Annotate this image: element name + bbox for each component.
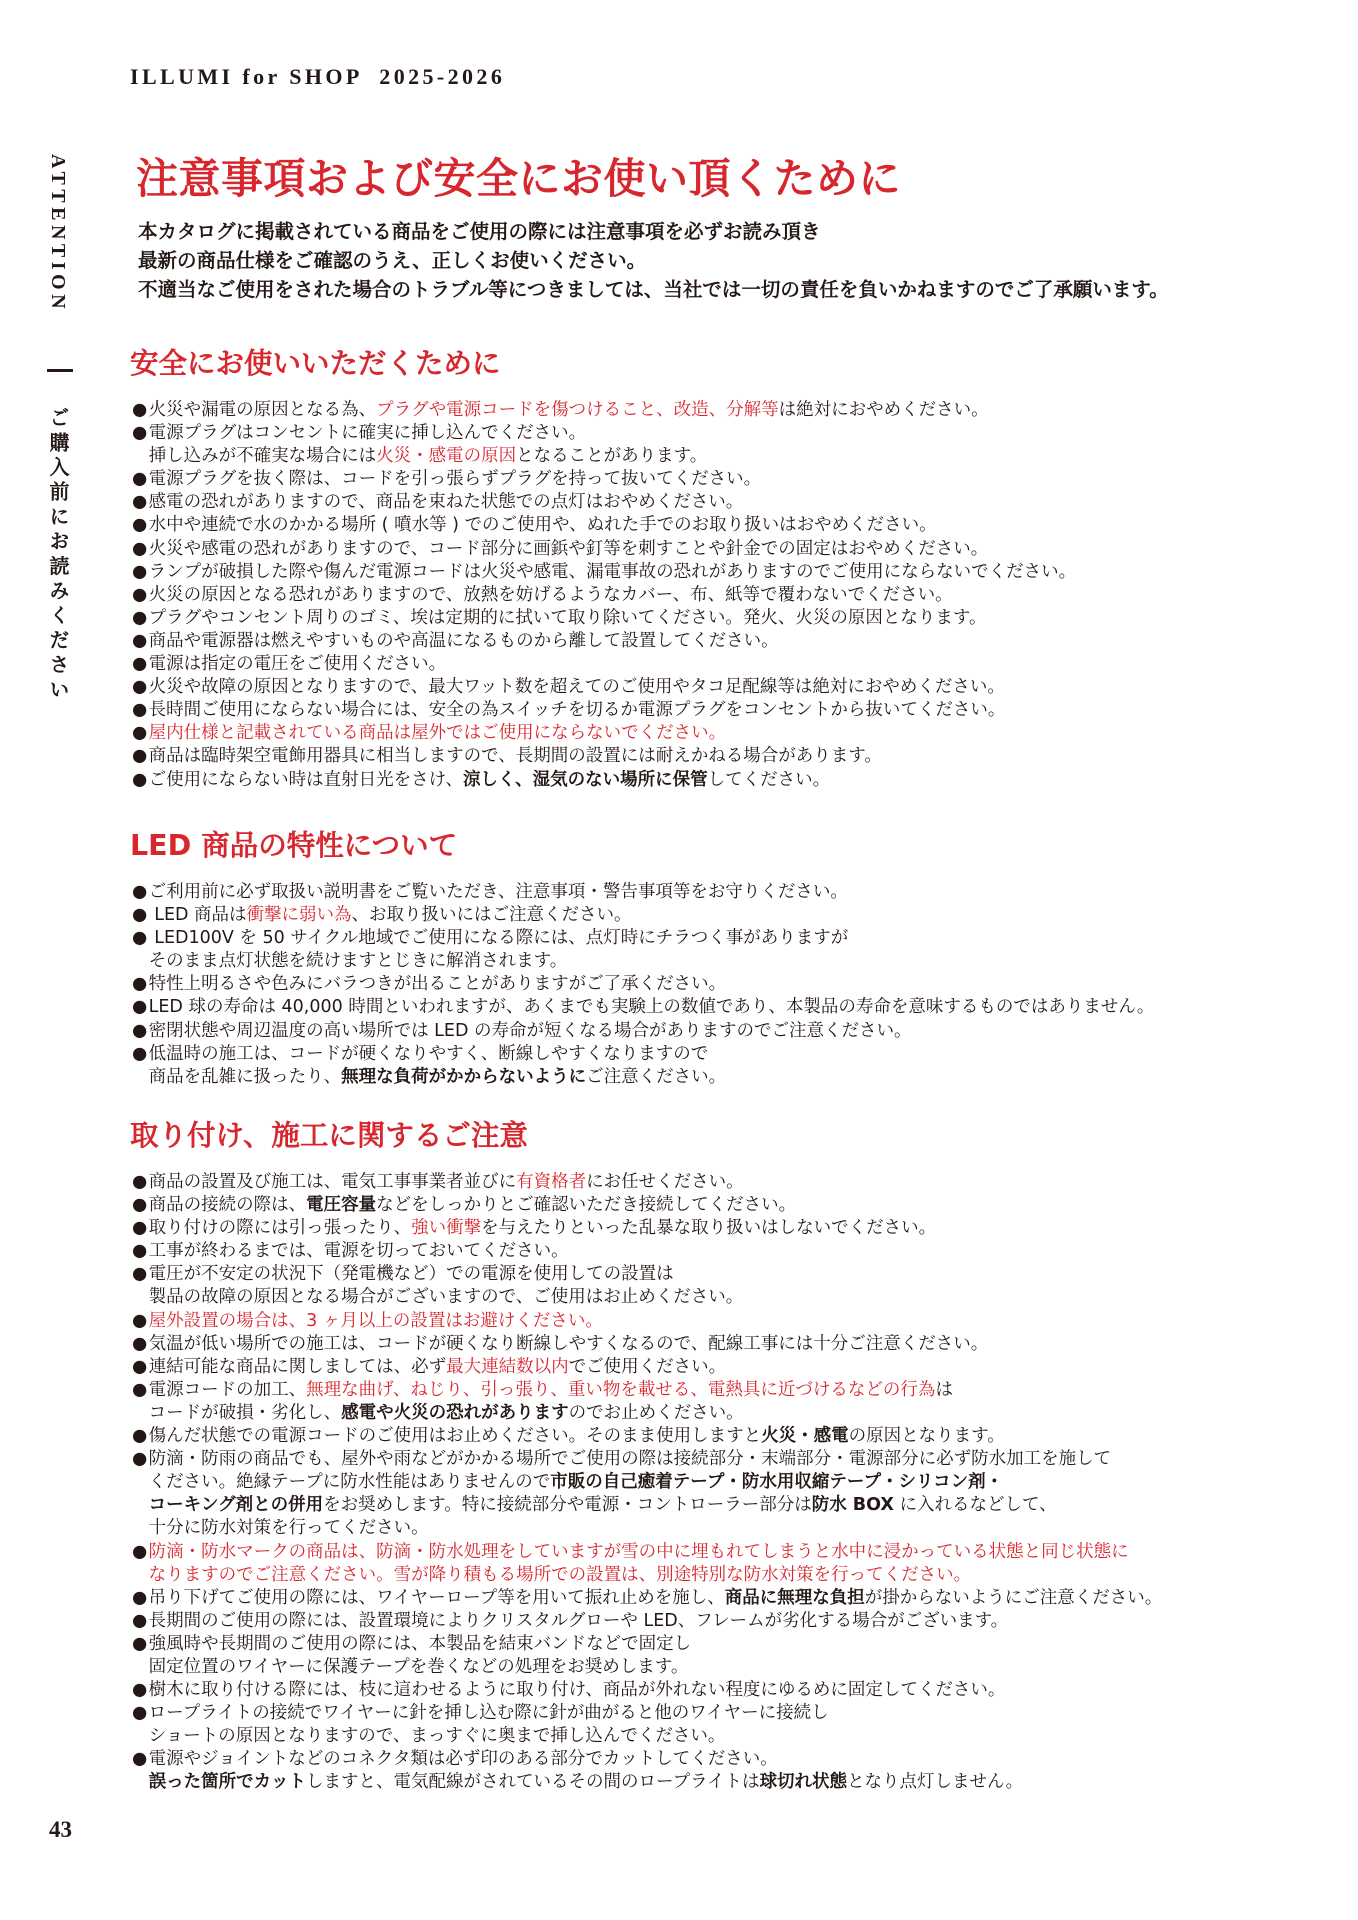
list-item: [132, 881, 1154, 904]
list-item: [132, 1748, 1162, 1771]
body-text: 電源は指定の電圧をご使用ください。: [148, 654, 447, 675]
notice-list: [132, 399, 1076, 792]
list-item: [132, 1020, 1154, 1043]
notice-list: [132, 1171, 1162, 1795]
body-text: LED 球の寿命は 40,000 時間といわれますが、あくまでも実験上の数値であり、本製品の寿命を意味するものではありません。: [148, 997, 1155, 1018]
body-text: 連結可能な商品に関しましては、必ず: [148, 1356, 447, 1377]
list-item: [132, 1043, 1154, 1066]
side-label-attention: ATTENTION: [47, 154, 69, 314]
body-text: となり点灯しません。: [847, 1772, 1024, 1793]
section-heading: LED 商品の特性について: [130, 829, 458, 862]
body-text: 電源やジョイントなどのコネクタ類は必ず印のある部分でカットしてください。: [148, 1749, 778, 1770]
body-text: ご使用にならない時は直射日光をさけ、: [148, 769, 463, 790]
list-item: [132, 996, 1154, 1019]
section-heading: 取り付け、施工に関するご注意: [130, 1119, 528, 1152]
body-text: のでお止めください。: [568, 1402, 744, 1423]
list-item: [132, 1171, 1162, 1194]
emphasis-text: 防水 BOX: [811, 1495, 894, 1516]
list-item: [132, 514, 1076, 537]
intro-line: 最新の商品仕様をご確認のうえ、正しくお使いください。: [138, 249, 647, 272]
bullet-marker: ●: [132, 561, 148, 582]
emphasis-text: 無理な負荷がかからないように: [341, 1066, 587, 1087]
body-text: してください。: [707, 769, 831, 790]
body-text: 電源コードの加工、: [148, 1379, 307, 1400]
emphasis-text: 涼しく、湿気のない場所に保管: [462, 769, 708, 790]
bullet-marker: ●: [132, 746, 148, 767]
list-item: [132, 1587, 1162, 1610]
list-item: [132, 927, 1154, 950]
body-text: 長期間のご使用の際には、設置環境によりクリスタルグローや LED、フレームが劣化する場合がございます。: [148, 1610, 1009, 1631]
bullet-marker: ●: [132, 1218, 148, 1239]
list-item: [132, 653, 1076, 676]
body-text: 商品を乱雑に扱ったり、: [148, 1066, 342, 1087]
list-item: [132, 422, 1076, 445]
list-item: [132, 491, 1076, 514]
list-item: [132, 1194, 1162, 1217]
list-item: [132, 1379, 1162, 1402]
body-text: ロープライトの接続でワイヤーに針を挿し込む際に針が曲がると他のワイヤーに接続し: [148, 1703, 829, 1724]
body-text: 固定位置のワイヤーに保護テープを巻くなどの処理をお奨めします。: [148, 1656, 689, 1677]
bullet-marker: ●: [132, 997, 148, 1018]
body-text: 取り付けの際には引っ張ったり、: [148, 1218, 412, 1239]
warning-text: 衝撃に弱い為: [246, 905, 352, 926]
list-item-continuation: [132, 1771, 1162, 1794]
bullet-marker: ●: [132, 400, 148, 420]
body-text: 強風時や長期間のご使用の際には、本製品を結束バンドなどで固定し: [148, 1633, 692, 1654]
bullet-marker: ●: [132, 654, 148, 675]
intro-paragraph: [138, 217, 1169, 304]
bullet-marker: ●: [132, 469, 148, 490]
bullet-marker: ●: [132, 723, 148, 744]
list-item: [132, 1633, 1162, 1656]
body-text: 密閉状態や周辺温度の高い場所では LED の寿命が短くなる場合がありますのでご注意ください。: [148, 1020, 912, 1041]
bullet-marker: ●: [132, 1310, 148, 1331]
emphasis-text: 感電や火災の恐れがあります: [341, 1402, 569, 1423]
list-item-continuation: [132, 1494, 1162, 1517]
body-text: 水中や連続で水のかかる場所 ( 噴水等 ) でのご使用や、ぬれた手でのお取り扱いはおやめください。: [148, 515, 937, 536]
emphasis-text: 電圧容量: [306, 1195, 377, 1216]
section-heading: 安全にお使いいただくために: [130, 347, 501, 380]
list-item: [132, 1240, 1162, 1263]
body-text: に入れるなどして、: [893, 1495, 1057, 1516]
bullet-marker: ●: [132, 769, 148, 790]
bullet-marker: ●: [132, 1172, 148, 1192]
body-text: 、お取り扱いにはご注意ください。: [351, 905, 632, 926]
list-item-continuation: [132, 1066, 1154, 1089]
body-text: となることがあります。: [516, 446, 708, 467]
bullet-marker: ●: [132, 1587, 148, 1608]
page-number: 43: [49, 1817, 72, 1842]
body-text: 樹木に取り付ける際には、枝に這わせるように取り付け、商品が外れない程度にゆるめに固定してください。: [148, 1680, 1006, 1701]
bullet-marker: ●: [132, 515, 148, 536]
body-text: を与えたりといった乱暴な取り扱いはしないでください。: [481, 1218, 937, 1239]
body-text: ランプが破損した際や傷んだ電源コードは火災や感電、漏電事故の恐れがありますのでご使用にならないでください。: [148, 561, 1077, 582]
list-item-continuation: [132, 1471, 1162, 1494]
bullet-marker: ●: [132, 974, 148, 995]
warning-text: 最大連結数以内: [446, 1356, 569, 1377]
warning-text: 無理な曲げ、ねじり、引っ張り、重い物を載せる、電熱具に近づけるなどの行為: [306, 1379, 936, 1400]
emphasis-text: 市販の自己癒着テープ・防水用収縮テープ・シリコン剤・: [550, 1472, 1004, 1493]
list-item: [132, 584, 1076, 607]
body-text: プラグやコンセント周りのゴミ、埃は定期的に拭いて取り除いてください。発火、火災の原因となります。: [148, 607, 987, 628]
bullet-marker: ●: [132, 700, 148, 721]
body-text: 傷んだ状態での電源コードのご使用はお止めください。そのまま使用しますと: [148, 1426, 762, 1447]
body-text: LED 商品は: [148, 905, 247, 926]
bullet-marker: ●: [132, 1703, 148, 1724]
intro-line: 本カタログに掲載されている商品をご使用の際には注意事項を必ずお読み頂き: [138, 220, 821, 243]
body-text: ください。絶縁テープに防水性能はありませんので: [148, 1472, 551, 1493]
list-item-continuation: [132, 1656, 1162, 1679]
list-item: [132, 1333, 1162, 1356]
bullet-marker: ●: [132, 1264, 148, 1285]
bullet-marker: ●: [132, 538, 148, 559]
body-text: 火災や故障の原因となりますので、最大ワット数を超えてのご使用やタコ足配線等は絶対におやめください。: [148, 677, 1005, 698]
bullet-marker: ●: [132, 1749, 148, 1770]
body-text: をお奨めします。特に接続部分や電源・コントローラー部分は: [323, 1495, 812, 1516]
list-item: [132, 1679, 1162, 1702]
list-item: [132, 1610, 1162, 1633]
list-item: [132, 1217, 1162, 1240]
bullet-marker: ●: [132, 584, 148, 605]
list-item: [132, 769, 1076, 792]
body-text: 電源プラグはコンセントに確実に挿し込んでください。: [148, 423, 587, 444]
bullet-marker: ●: [132, 1426, 148, 1447]
list-item: [132, 699, 1076, 722]
body-text: しますと、電気配線がされているその間のロープライトは: [305, 1772, 760, 1793]
warning-text: 防滴・防水マークの商品は、防滴・防水処理をしていますが雪の中に埋もれてしまうと水中に浸かっている状態と同じ状態に: [148, 1541, 1129, 1562]
warning-text: 屋外設置の場合は、3 ヶ月以上の設置はお避けください。: [148, 1310, 603, 1331]
body-text: 工事が終わるまでは、電源を切っておいてください。: [148, 1241, 569, 1262]
emphasis-text: 誤った箇所でカット: [148, 1772, 306, 1793]
emphasis-text: 商品に無理な負担: [724, 1587, 865, 1608]
body-text: 電圧が不安定の状況下（発電機など）での電源を使用しての設置は: [148, 1264, 674, 1285]
body-text: 商品の設置及び施工は、電気工事事業者並びに: [148, 1172, 517, 1192]
bullet-marker: ●: [132, 607, 148, 628]
intro-line: 不適当なご使用をされた場合のトラブル等につきましては、当社では一切の責任を負いかねますのでご了承願います。: [138, 278, 1169, 301]
bullet-marker: ●: [132, 1449, 148, 1470]
list-item-continuation: [132, 1286, 1162, 1309]
body-text: 防滴・防雨の商品でも、屋外や雨などがかかる場所でご使用の際は接続部分・末端部分・電源部分に必ず防水加工を施して: [148, 1449, 1112, 1470]
list-item: [132, 1263, 1162, 1286]
bullet-marker: ●: [132, 905, 148, 926]
list-item: [132, 973, 1154, 996]
warning-text: 強い衝撃: [411, 1218, 482, 1239]
list-item: [132, 561, 1076, 584]
bullet-marker: ●: [132, 630, 148, 651]
list-item: [132, 1310, 1162, 1333]
body-text: 商品の接続の際は、: [148, 1195, 307, 1216]
body-text: 火災や感電の恐れがありますので、コード部分に画鋲や釘等を刺すことや針金での固定はおやめください。: [148, 538, 989, 559]
notice-list: [132, 881, 1154, 1089]
warning-text: なりますのでご注意ください。雪が降り積もる場所での設置は、別途特別な防水対策を行ってください。: [148, 1564, 972, 1585]
bullet-marker: ●: [132, 423, 148, 444]
body-text: 火災や漏電の原因となる為、: [148, 400, 377, 420]
warning-text: 火災・感電の原因: [376, 446, 517, 467]
bullet-marker: ●: [132, 928, 148, 949]
body-text: 感電の恐れがありますので、商品を束ねた状態での点灯はおやめください。: [148, 492, 744, 513]
body-text: そのまま点灯状態を続けますとじきに解消されます。: [148, 951, 568, 972]
body-text: 吊り下げてご使用の際には、ワイヤーロープ等を用いて振れ止めを施し、: [148, 1587, 725, 1608]
section-safe-use: [130, 346, 1076, 792]
list-item-continuation: [132, 445, 1076, 468]
body-text: は: [935, 1379, 953, 1400]
body-text: 火災の原因となる恐れがありますので、放熱を妨げるようなカバー、布、紙等で覆わないでください。: [148, 584, 953, 605]
side-divider: [47, 369, 73, 372]
list-item-continuation: [132, 1564, 1162, 1587]
body-text: 十分に防水対策を行ってください。: [148, 1518, 429, 1539]
bullet-marker: ●: [132, 1241, 148, 1262]
body-text: ご注意ください。: [586, 1066, 727, 1087]
body-text: は絶対におやめください。: [778, 400, 989, 420]
list-item: [132, 1448, 1162, 1471]
list-item: [132, 538, 1076, 561]
bullet-marker: ●: [132, 1356, 148, 1377]
side-label-read-before-purchase: ご購入前にお読みください: [46, 407, 70, 704]
list-item: [132, 1425, 1162, 1448]
list-item-continuation: [132, 1402, 1162, 1425]
list-item: [132, 676, 1076, 699]
list-item-continuation: [132, 1725, 1162, 1748]
list-item: [132, 1702, 1162, 1725]
body-text: などをしっかりとご確認いただき接続してください。: [376, 1195, 797, 1216]
body-text: ご利用前に必ず取扱い説明書をご覧いただき、注意事項・警告事項等をお守りください。: [148, 882, 848, 902]
list-item-continuation: [132, 1517, 1162, 1540]
bullet-marker: ●: [132, 677, 148, 698]
bullet-marker: ●: [132, 1020, 148, 1041]
body-text: 商品や電源器は燃えやすいものや高温になるものから離して設置してください。: [148, 630, 779, 651]
body-text: でご使用ください。: [568, 1356, 727, 1377]
list-item: [132, 904, 1154, 927]
page-title: 注意事項および安全にお使い頂くために: [136, 154, 902, 203]
warning-text: プラグや電源コードを傷つけること、改造、分解等: [376, 400, 779, 420]
list-item: [132, 722, 1076, 745]
bullet-marker: ●: [132, 1680, 148, 1701]
body-text: が掛からないようにご注意ください。: [864, 1587, 1163, 1608]
body-text: 挿し込みが不確実な場合には: [148, 446, 377, 467]
body-text: コードが破損・劣化し、: [148, 1402, 342, 1423]
bullet-marker: ●: [132, 1043, 148, 1064]
body-text: 低温時の施工は、コードが硬くなりやすく、断線しやすくなりますので: [148, 1043, 709, 1064]
list-item: [132, 607, 1076, 630]
warning-text: 有資格者: [516, 1172, 587, 1192]
list-item: [132, 1356, 1162, 1379]
section-installation: [130, 1118, 1162, 1795]
list-item: [132, 399, 1076, 422]
list-item: [132, 745, 1076, 768]
bullet-marker: ●: [132, 1541, 148, 1562]
list-item: [132, 1541, 1162, 1564]
bullet-marker: ●: [132, 1333, 148, 1354]
emphasis-text: 火災・感電: [761, 1426, 849, 1447]
body-text: 電源プラグを抜く際は、コードを引っ張らずプラグを持って抜いてください。: [148, 469, 762, 490]
body-text: にお任せください。: [586, 1172, 744, 1192]
warning-text: 屋内仕様と記載されている商品は屋外ではご使用にならないでください。: [148, 723, 727, 744]
bullet-marker: ●: [132, 1633, 148, 1654]
bullet-marker: ●: [132, 1195, 148, 1216]
emphasis-text: 球切れ状態: [759, 1772, 848, 1793]
body-text: 商品は臨時架空電飾用器具に相当しますので、長期間の設置には耐えかねる場合があります。: [148, 746, 882, 767]
list-item: [132, 630, 1076, 653]
body-text: 気温が低い場所での施工は、コードが硬くなり断線しやすくなるので、配線工事には十分ご注意ください。: [148, 1333, 989, 1354]
bullet-marker: ●: [132, 1379, 148, 1400]
body-text: ショートの原因となりますので、まっすぐに奥まで挿し込んでください。: [148, 1726, 726, 1747]
bullet-marker: ●: [132, 1610, 148, 1631]
body-text: 製品の故障の原因となる場合がございますので、ご使用はお止めください。: [148, 1287, 744, 1308]
body-text: LED100V を 50 サイクル地域でご使用になる際には、点灯時にチラつく事がありますが: [148, 928, 849, 949]
body-text: 特性上明るさや色みにバラつきが出ることがありますがご了承ください。: [148, 974, 727, 995]
emphasis-text: コーキング剤との併用: [148, 1495, 324, 1516]
bullet-marker: ●: [132, 492, 148, 513]
body-text: の原因となります。: [848, 1426, 1005, 1447]
list-item-continuation: [132, 950, 1154, 973]
body-text: 長時間ご使用にならない場合には、安全の為スイッチを切るか電源プラグをコンセントから抜いてください。: [148, 700, 1006, 721]
bullet-marker: ●: [132, 882, 148, 902]
list-item: [132, 468, 1076, 491]
section-led-characteristics: [130, 828, 1154, 1089]
catalog-title: ILLUMI for SHOP 2025-2026: [130, 64, 506, 89]
